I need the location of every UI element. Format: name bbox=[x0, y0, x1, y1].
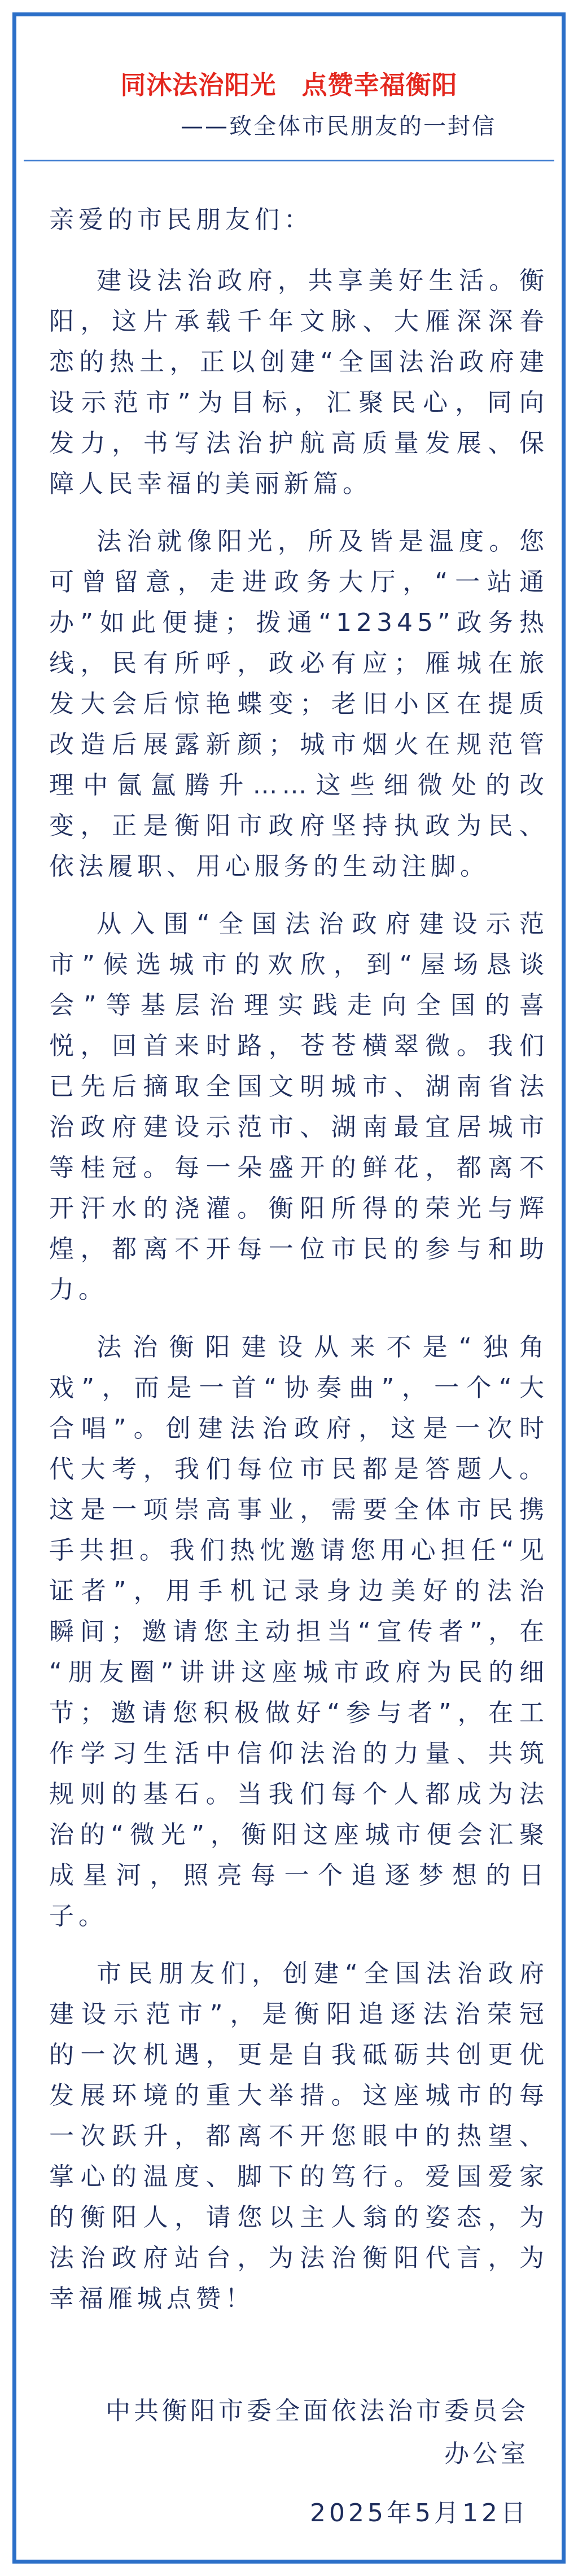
paragraph-line: 的衡阳人，请您以主人翁的姿态，为 bbox=[49, 2203, 549, 2232]
paragraph-line: 瞬间；邀请您主动担当“宣传者”，在 bbox=[49, 1617, 549, 1646]
paragraph-line: 从入围“全国法治政府建设示范 bbox=[97, 910, 549, 938]
paragraph-5 bbox=[49, 1954, 549, 2319]
letter-body bbox=[49, 261, 549, 2336]
paragraph-line: 恋的热土，正以创建“全国法治政府建 bbox=[49, 348, 549, 376]
paragraph-line: 戏”，而是一首“协奏曲”，一个“大 bbox=[49, 1373, 549, 1402]
paragraph-line: 代大考，我们每位市民都是答题人。 bbox=[49, 1455, 549, 1484]
paragraph-line: 改造后展露新颜；城市烟火在规范管 bbox=[49, 730, 549, 759]
paragraph-line: 依法履职、用心服务的生动注脚。 bbox=[49, 852, 489, 881]
paragraph-line: 成星河，照亮每一个追逐梦想的日 bbox=[49, 1861, 549, 1890]
paragraph-line: 这是一项崇高事业，需要全体市民携 bbox=[49, 1495, 549, 1524]
paragraph-line: 可曾留意，走进政务大厅，“一站通 bbox=[49, 568, 549, 596]
letter-subtitle: ——致全体市民朋友的一封信 bbox=[181, 113, 496, 139]
paragraph-line: 办”如此便捷；拨通“12345”政务热 bbox=[49, 608, 549, 637]
signature-organization: 中共衡阳市委全面依法治市委员会 bbox=[106, 2397, 529, 2425]
paragraph-line: 合唱”。创建法治政府，这是一次时 bbox=[49, 1414, 549, 1443]
paragraph-line: 会”等基层治理实践走向全国的喜 bbox=[49, 991, 549, 1020]
paragraph-line: 障人民幸福的美丽新篇。 bbox=[49, 469, 372, 498]
paragraph-line: 发展环境的重大举措。这座城市的每 bbox=[49, 2081, 549, 2110]
paragraph-line: 线，民有所呼，政必有应；雁城在旅 bbox=[49, 649, 549, 678]
paragraph-line: 法治就像阳光，所及皆是温度。您 bbox=[97, 527, 549, 556]
paragraph-line: “朋友圈”讲讲这座城市政府为民的细 bbox=[49, 1658, 549, 1687]
paragraph-line: 阳，这片承载千年文脉、大雁深深眷 bbox=[49, 307, 549, 336]
paragraph-line: 节；邀请您积极做好“参与者”，在工 bbox=[49, 1699, 549, 1727]
paragraph-line: 悦，回首来时路，苍苍横翠微。我们 bbox=[49, 1032, 549, 1060]
header-divider bbox=[24, 160, 554, 161]
paragraph-line: 治政府建设示范市、湖南最宜居城市 bbox=[49, 1113, 549, 1142]
paragraph-line: 法治衡阳建设从来不是“独角 bbox=[97, 1333, 549, 1362]
paragraph-2 bbox=[49, 521, 549, 887]
paragraph-line: 规则的基石。当我们每个人都成为法 bbox=[49, 1780, 549, 1809]
paragraph-line: 建设示范市”，是衡阳追逐法治荣冠 bbox=[49, 2000, 549, 2029]
paragraph-line: 煌，都离不开每一位市民的参与和助 bbox=[49, 1235, 549, 1263]
paragraph-line: 建设法治政府，共享美好生活。衡 bbox=[97, 266, 549, 295]
signature-office: 办公室 bbox=[444, 2439, 529, 2468]
paragraph-line: 开汗水的浇灌。衡阳所得的荣光与辉 bbox=[49, 1194, 549, 1223]
paragraph-line: 治的“微光”，衡阳这座城市便会汇聚 bbox=[49, 1820, 549, 1849]
paragraph-line: 已先后摘取全国文明城市、湖南省法 bbox=[49, 1072, 549, 1101]
paragraph-line: 发力，书写法治护航高质量发展、保 bbox=[49, 429, 549, 458]
paragraph-line: 法治政府站台，为法治衡阳代言，为 bbox=[49, 2244, 549, 2272]
paragraph-line: 的一次机遇，更是自我砥砺共创更优 bbox=[49, 2040, 549, 2069]
paragraph-line: 子。 bbox=[49, 1902, 108, 1930]
signature-date: 2025年5月12日 bbox=[310, 2499, 529, 2527]
paragraph-line: 市”候选城市的欢欣，到“屋场恳谈 bbox=[49, 950, 549, 979]
paragraph-line: 作学习生活中信仰法治的力量、共筑 bbox=[49, 1739, 549, 1768]
paragraph-line: 一次跃升，都离不开您眼中的热望、 bbox=[49, 2122, 549, 2151]
paragraph-line: 变，正是衡阳市政府坚持执政为民、 bbox=[49, 811, 549, 840]
paragraph-line: 市民朋友们，创建“全国法治政府 bbox=[97, 1959, 549, 1988]
paragraph-4 bbox=[49, 1327, 549, 1937]
salutation: 亲爱的市民朋友们： bbox=[49, 205, 313, 234]
paragraph-1 bbox=[49, 261, 549, 504]
paragraph-line: 理中氤氲腾升……这些细微处的改 bbox=[49, 771, 549, 800]
paragraph-line: 证者”，用手机记录身边美好的法治 bbox=[49, 1577, 549, 1605]
letter-title: 同沐法治阳光 点赞幸福衡阳 bbox=[120, 70, 458, 100]
paragraph-3 bbox=[49, 904, 549, 1310]
paragraph-line: 掌心的温度、脚下的笃行。爱国爱家 bbox=[49, 2162, 549, 2191]
paragraph-line: 力。 bbox=[49, 1275, 108, 1304]
paragraph-line: 发大会后惊艳蝶变；老旧小区在提质 bbox=[49, 690, 549, 718]
paragraph-line: 手共担。我们热忱邀请您用心担任“见 bbox=[49, 1536, 549, 1565]
paragraph-line: 设示范市”为目标，汇聚民心，同向 bbox=[49, 388, 549, 417]
signature-block bbox=[66, 2391, 529, 2534]
paragraph-line: 等桂冠。每一朵盛开的鲜花，都离不 bbox=[49, 1153, 549, 1182]
paragraph-line: 幸福雁城点赞！ bbox=[49, 2284, 255, 2313]
